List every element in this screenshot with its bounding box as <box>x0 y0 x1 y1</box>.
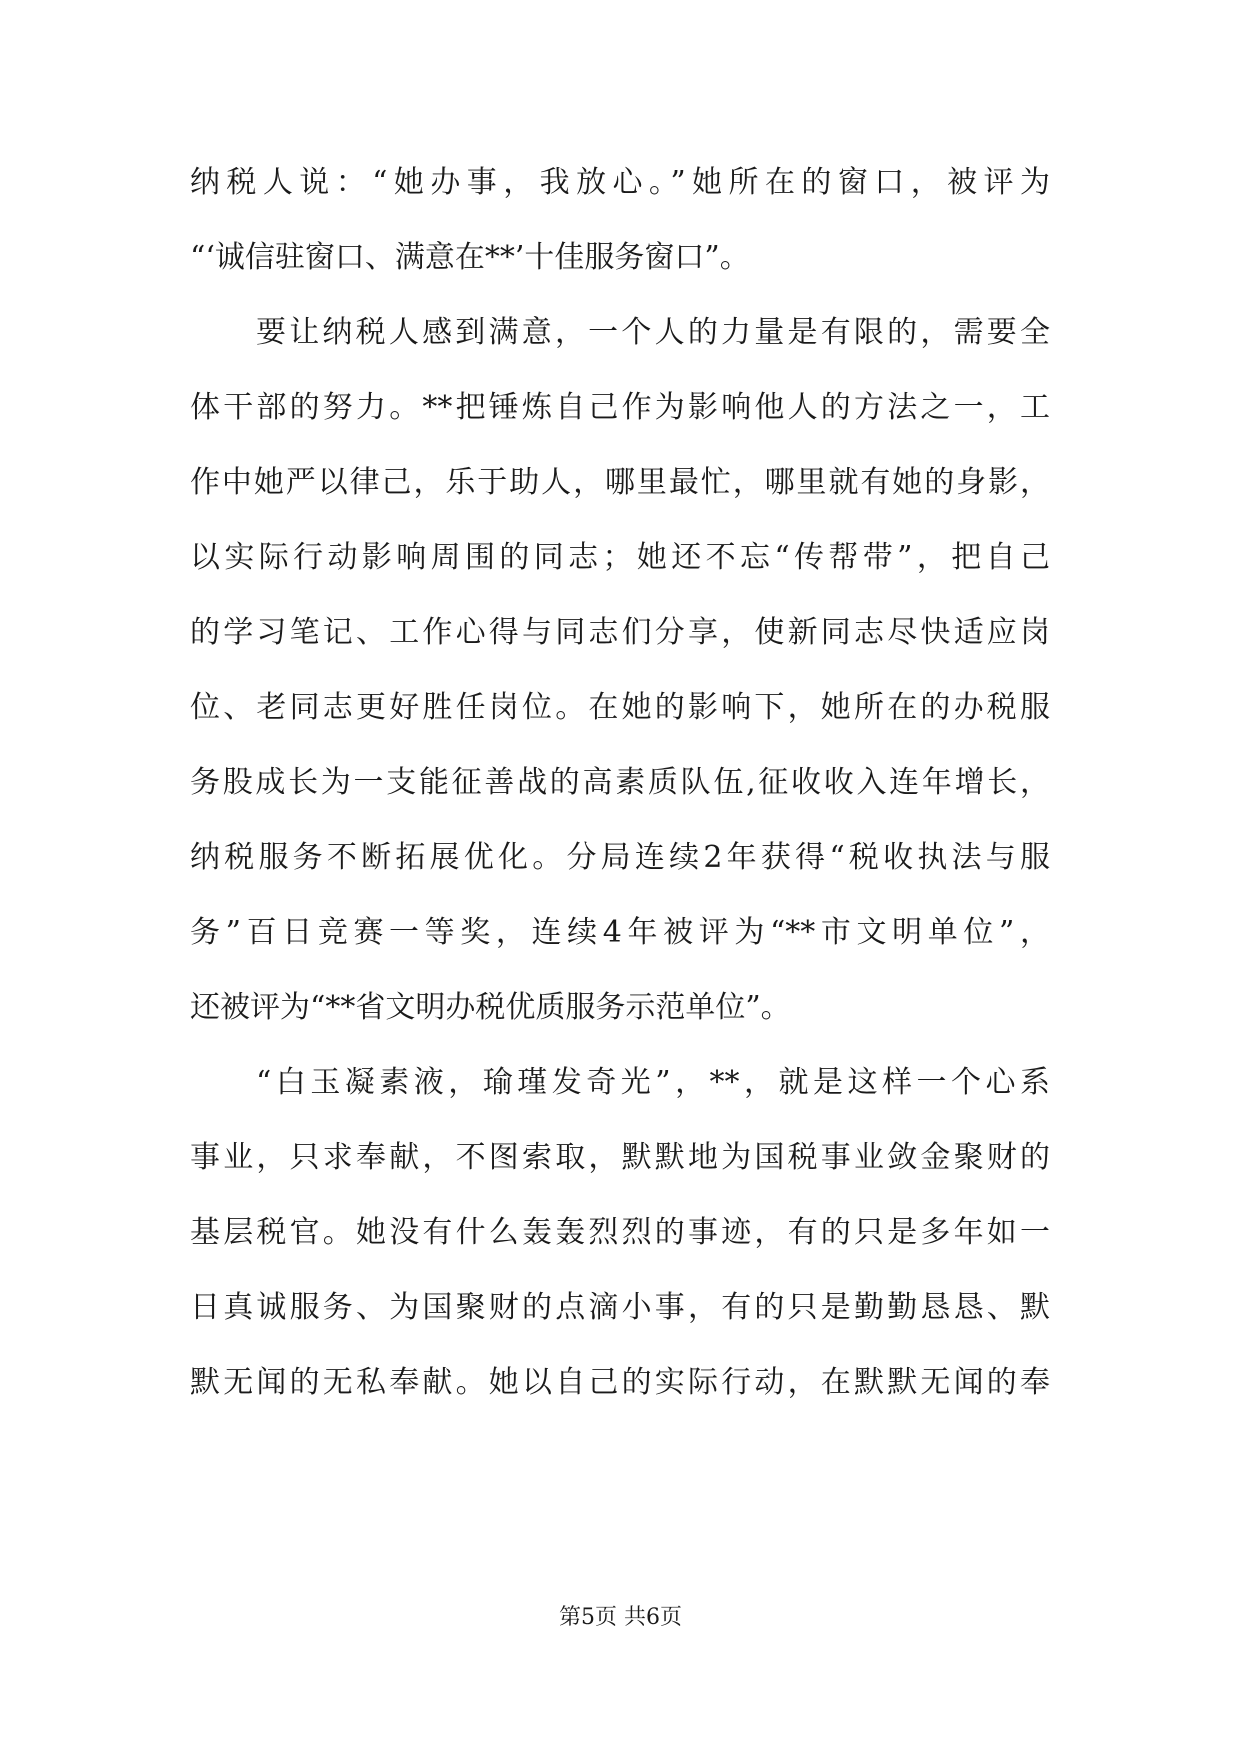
text-line: 体干部的努力。**把锤炼自己作为影响他人的方法之一，工 <box>190 390 1050 425</box>
text-line: 务股成长为一支能征善战的高素质队伍,征收收入连年增长， <box>190 765 1050 800</box>
text-line: 事业，只求奉献，不图索取，默默地为国税事业敛金聚财的 <box>190 1140 1050 1175</box>
text-line: 纳税服务不断拓展优化。分局连续2年获得“税收执法与服 <box>190 840 1050 875</box>
text-line: 位、老同志更好胜任岗位。在她的影响下，她所在的办税服 <box>190 690 1050 725</box>
text-line: “‘诚信驻窗口、满意在**’十佳服务窗口”。 <box>190 240 750 275</box>
text-line: 日真诚服务、为国聚财的点滴小事，有的只是勤勤恳恳、默 <box>190 1290 1050 1325</box>
text-line: “白玉凝素液，瑜瑾发奇光”，**，就是这样一个心系 <box>256 1065 1050 1100</box>
text-line: 的学习笔记、工作心得与同志们分享，使新同志尽快适应岗 <box>190 615 1050 650</box>
text-line: 作中她严以律己，乐于助人，哪里最忙，哪里就有她的身影， <box>190 465 1050 500</box>
text-line: 还被评为“**省文明办税优质服务示范单位”。 <box>190 990 791 1025</box>
text-line: 以实际行动影响周围的同志；她还不忘“传帮带”，把自己 <box>190 540 1050 575</box>
page-number: 第5页 共6页 <box>559 1605 682 1630</box>
text-line: 基层税官。她没有什么轰轰烈烈的事迹，有的只是多年如一 <box>190 1215 1050 1250</box>
text-line: 默无闻的无私奉献。她以自己的实际行动，在默默无闻的奉 <box>190 1365 1050 1400</box>
text-line: 要让纳税人感到满意，一个人的力量是有限的，需要全 <box>256 315 1050 350</box>
text-line: 纳税人说：“她办事，我放心。”她所在的窗口，被评为 <box>190 165 1050 200</box>
text-line: 务”百日竞赛一等奖，连续4年被评为“**市文明单位”， <box>190 915 1050 950</box>
